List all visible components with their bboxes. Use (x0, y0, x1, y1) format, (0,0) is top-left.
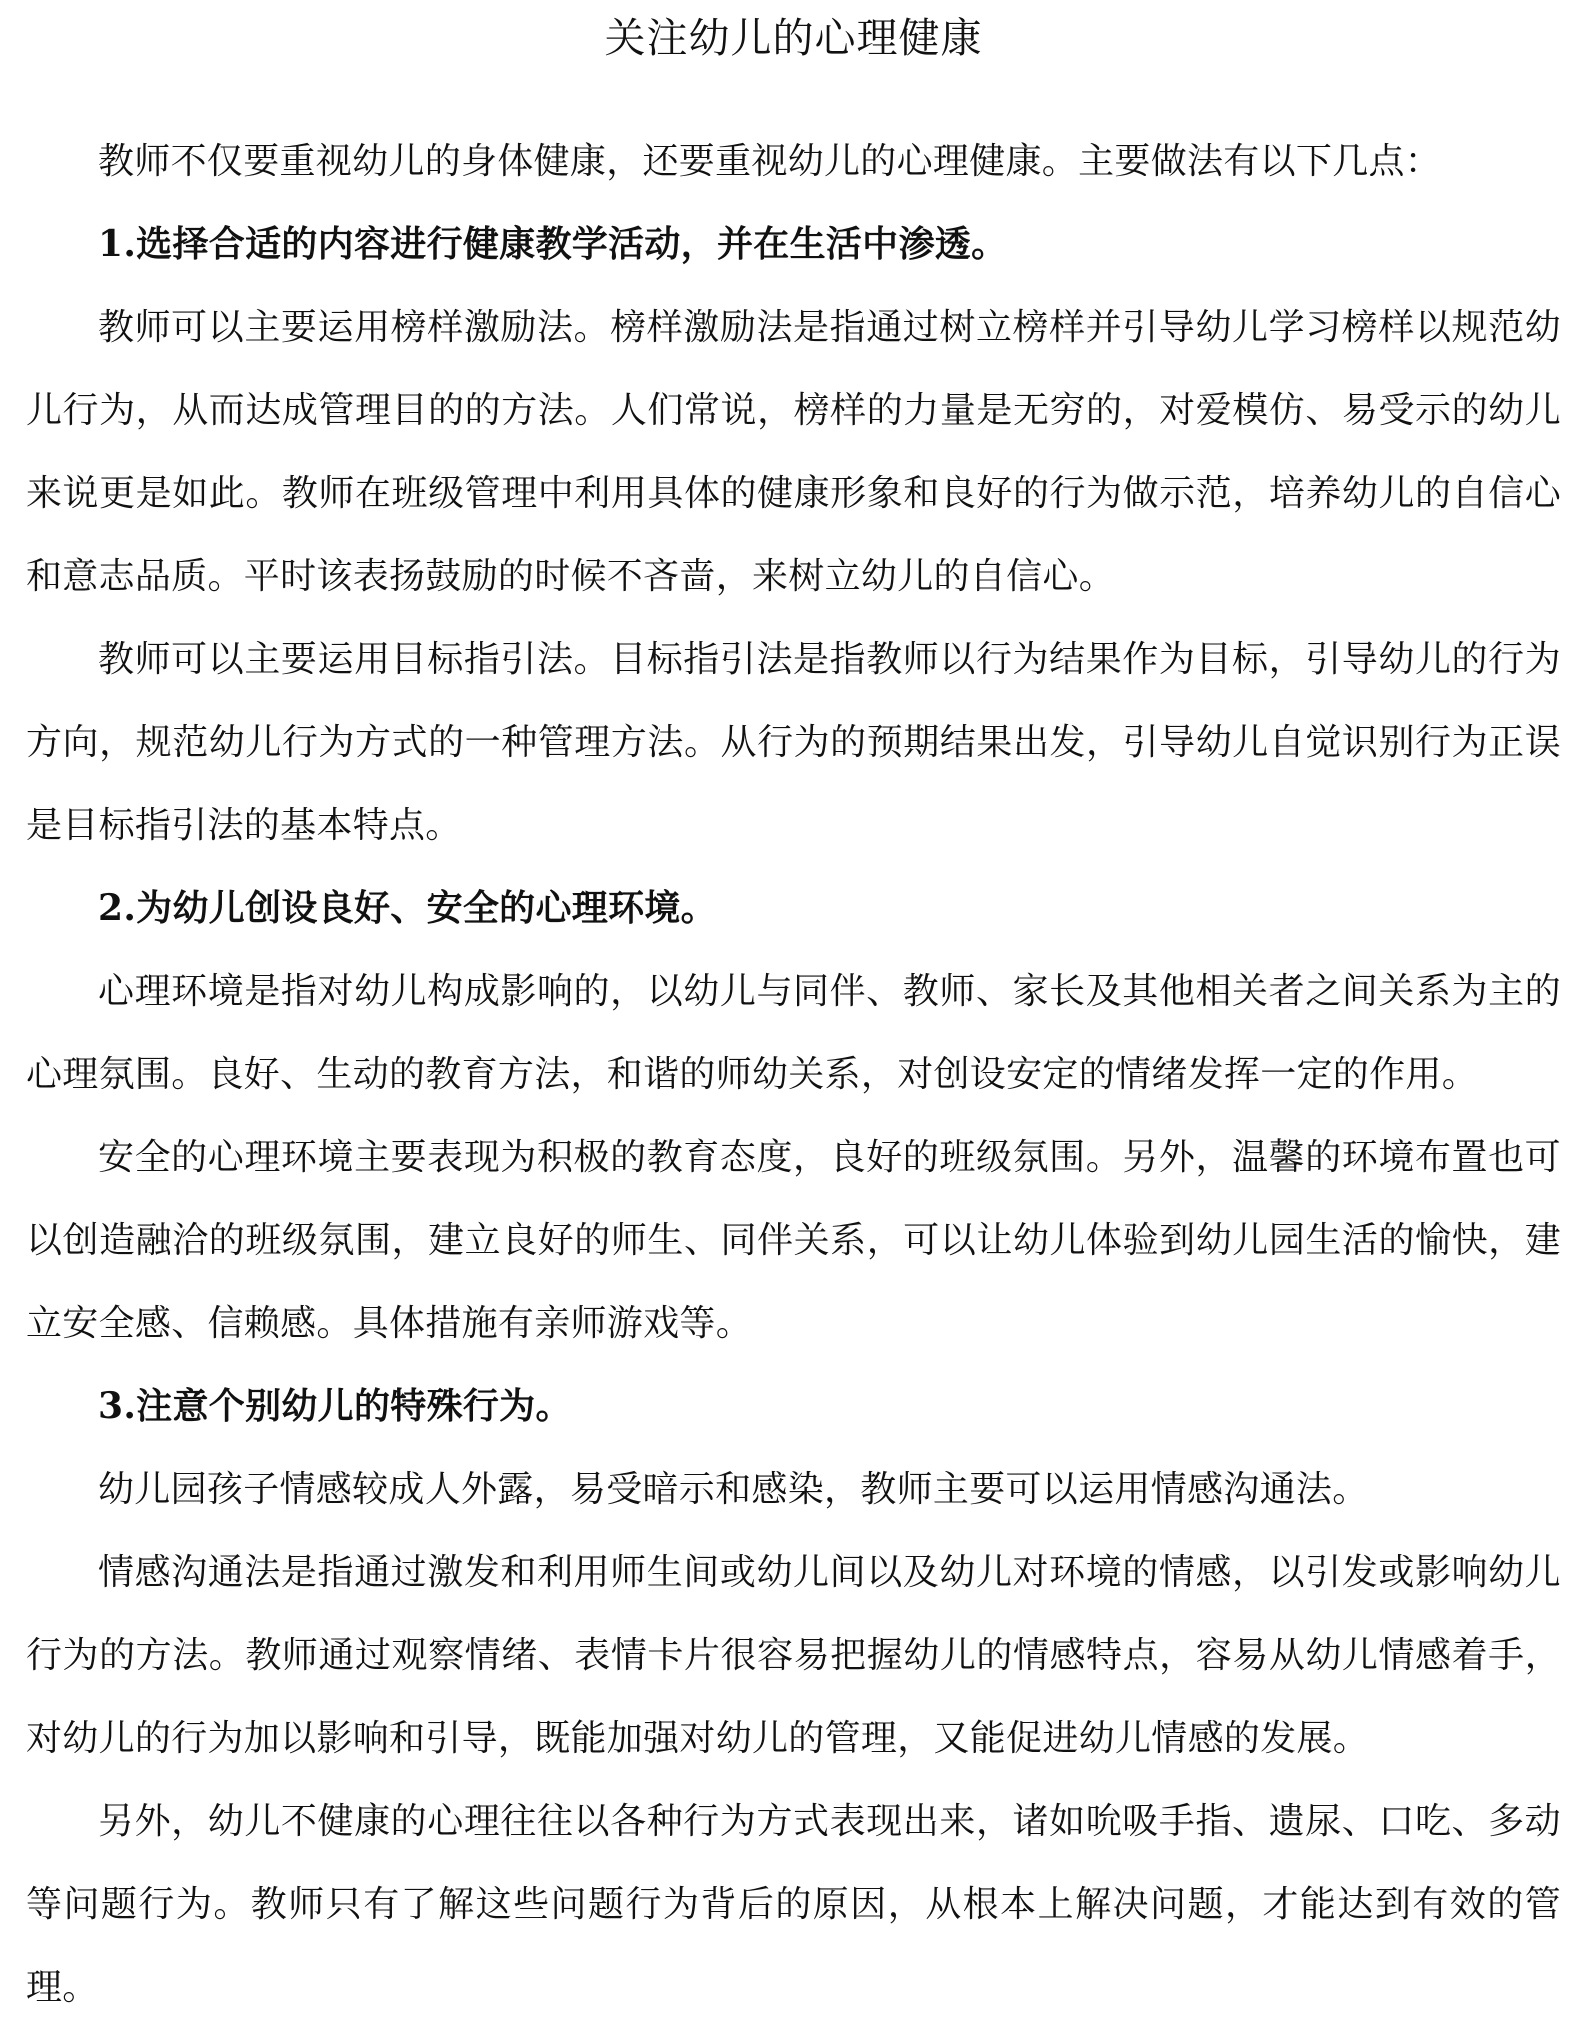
section-heading-2: 2.为幼儿创设良好、安全的心理环境。 (98, 887, 717, 929)
paragraph-emotion-intro: 幼儿园孩子情感较成人外露，易受暗示和感染，教师主要可以运用情感沟通法。 (98, 1469, 1369, 1510)
page-title: 关注幼儿的心理健康 (604, 14, 983, 62)
paragraph-psych-environment: 心理环境是指对幼儿构成影响的，以幼儿与同伴、教师、家长及其他相关者之间关系为主的心理氛围。良好、生动的教育方法，和谐的师幼关系，对创设安定的情绪发挥一定的作用。 (26, 971, 1561, 1095)
section-heading-1: 1.选择合适的内容进行健康教学活动，并在生活中渗透。 (98, 223, 1008, 265)
document-body (26, 120, 1561, 2029)
paragraph-role-model: 教师可以主要运用榜样激励法。榜样激励法是指通过树立榜样并引导幼儿学习榜样以规范幼儿行为，从而达成管理目的的方法。人们常说，榜样的力量是无穷的，对爱模仿、易受示的幼儿来说更是如此。教师在班级管理中利用具体的健康形象和良好的行为做示范，培养幼儿的自信心和意志品质。平时该表扬鼓励的时候不吝啬，来树立幼儿的自信心。 (26, 307, 1561, 597)
paragraph-goal-guidance: 教师可以主要运用目标指引法。目标指引法是指教师以行为结果作为目标，引导幼儿的行为方向，规范幼儿行为方式的一种管理方法。从行为的预期结果出发，引导幼儿自觉识别行为正误是目标指引法的基本特点。 (26, 639, 1561, 846)
section-heading-3: 3.注意个别幼儿的特殊行为。 (98, 1385, 572, 1427)
paragraph-problem-behavior: 另外，幼儿不健康的心理往往以各种行为方式表现出来，诸如吮吸手指、遗尿、口吃、多动等问题行为。教师只有了解这些问题行为背后的原因，从根本上解决问题，才能达到有效的管理。 (26, 1801, 1561, 2008)
intro-paragraph: 教师不仅要重视幼儿的身体健康，还要重视幼儿的心理健康。主要做法有以下几点： (98, 141, 1442, 182)
paragraph-safe-environment: 安全的心理环境主要表现为积极的教育态度，良好的班级氛围。另外，温馨的环境布置也可以创造融洽的班级氛围，建立良好的师生、同伴关系，可以让幼儿体验到幼儿园生活的愉快，建立安全感、信赖感。具体措施有亲师游戏等。 (26, 1137, 1561, 1344)
paragraph-emotion-communication: 情感沟通法是指通过激发和利用师生间或幼儿间以及幼儿对环境的情感，以引发或影响幼儿行为的方法。教师通过观察情绪、表情卡片很容易把握幼儿的情感特点，容易从幼儿情感着手，对幼儿的行为加以影响和引导，既能加强对幼儿的管理，又能促进幼儿情感的发展。 (26, 1552, 1561, 1759)
